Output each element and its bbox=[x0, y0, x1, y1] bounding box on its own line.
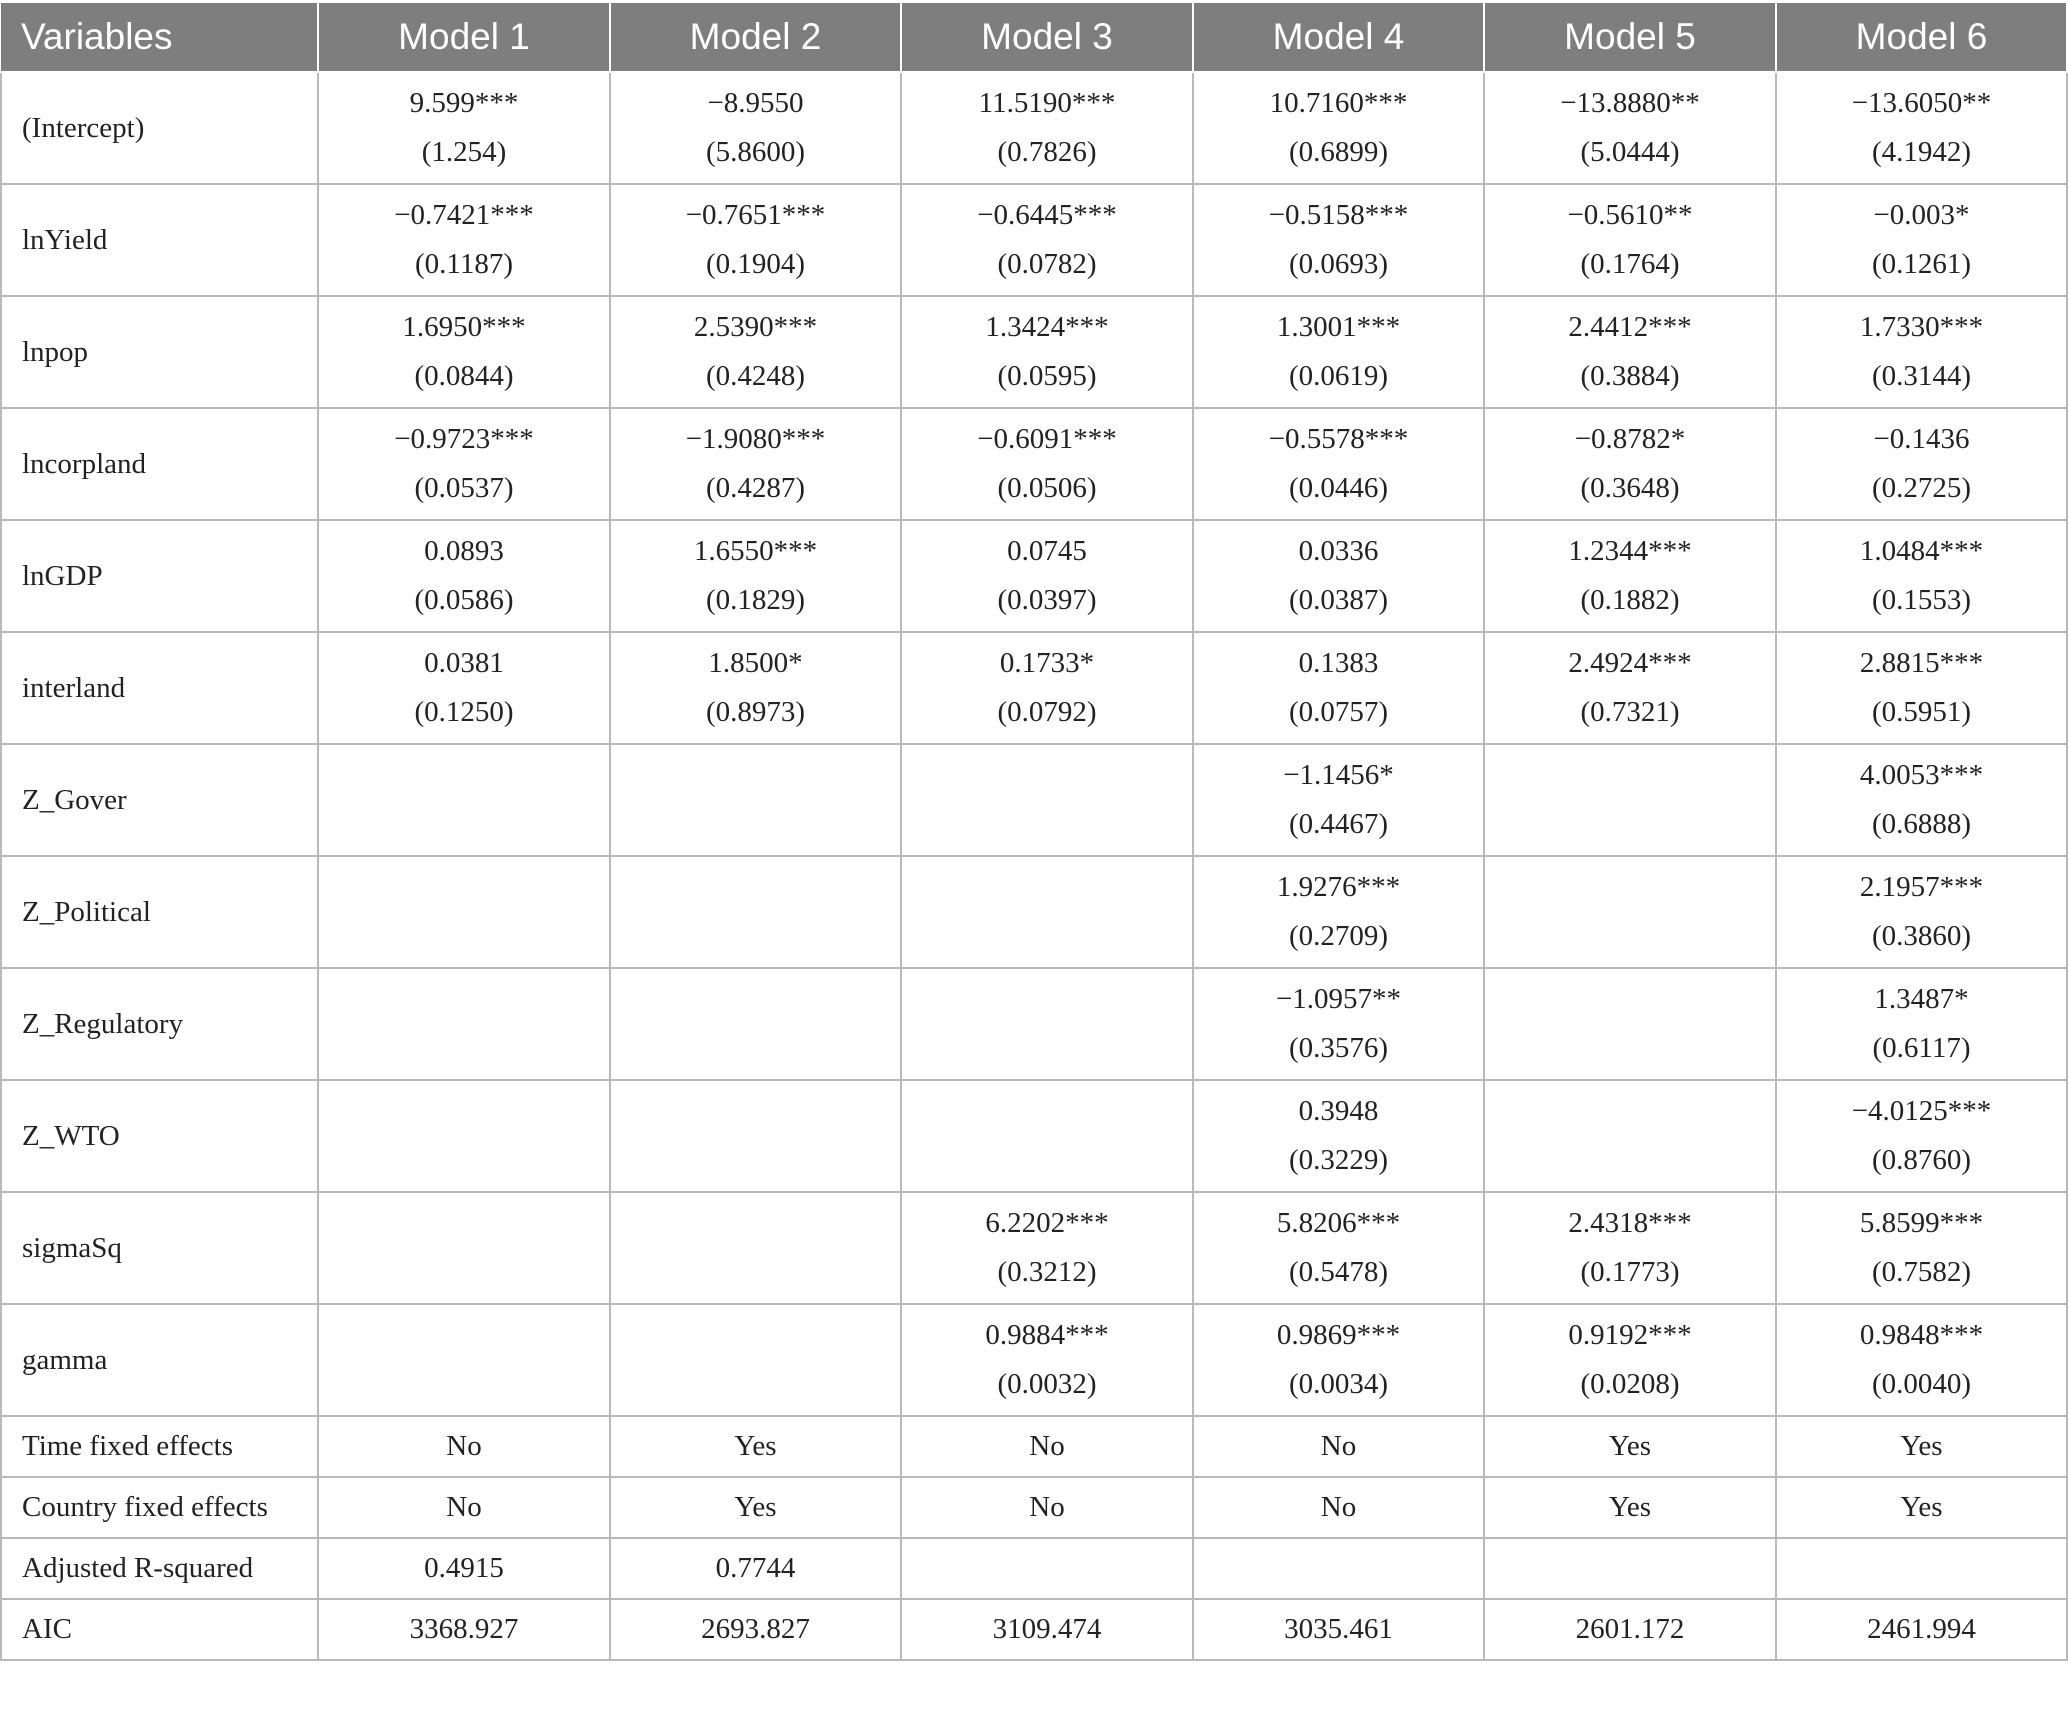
row-label: Z_Regulatory bbox=[1, 968, 318, 1080]
model-1-cell bbox=[318, 408, 610, 520]
model-2-cell bbox=[610, 408, 901, 520]
table-row bbox=[1, 1304, 2067, 1416]
standard-error: (0.4467) bbox=[1288, 808, 1389, 840]
row-label: interland bbox=[1, 632, 318, 744]
model-1-cell bbox=[318, 72, 610, 184]
row-label: lnGDP bbox=[1, 520, 318, 632]
coefficient: −4.0125*** bbox=[1851, 1095, 1992, 1127]
standard-error: (0.5478) bbox=[1288, 1256, 1389, 1288]
coefficient: 0.0893 bbox=[424, 535, 504, 567]
coefficient: 0.9884*** bbox=[985, 1319, 1109, 1351]
standard-error: (0.8760) bbox=[1871, 1144, 1972, 1176]
row-label: Country fixed effects bbox=[1, 1477, 318, 1538]
table-row bbox=[1, 184, 2067, 296]
coefficient: −0.5610** bbox=[1567, 199, 1693, 231]
model-1-cell bbox=[318, 296, 610, 408]
model-4-cell bbox=[1193, 632, 1484, 744]
table-row bbox=[1, 1416, 2067, 1477]
coefficient: 1.0484*** bbox=[1859, 535, 1984, 567]
coefficient: −0.7421*** bbox=[394, 199, 534, 231]
coefficient: 2.4924*** bbox=[1568, 647, 1692, 679]
coefficient: −1.9080*** bbox=[685, 423, 826, 455]
standard-error: (0.0208) bbox=[1580, 1368, 1680, 1400]
standard-error: (0.0693) bbox=[1288, 248, 1389, 280]
model-6-cell bbox=[1776, 744, 2067, 856]
row-label: Adjusted R-squared bbox=[1, 1538, 318, 1599]
model-3-cell bbox=[901, 1304, 1193, 1416]
model-2-cell bbox=[610, 632, 901, 744]
standard-error: (0.0387) bbox=[1288, 584, 1389, 616]
row-label: Z_Political bbox=[1, 856, 318, 968]
model-4-cell: No bbox=[1193, 1416, 1484, 1477]
coefficient: −0.9723*** bbox=[394, 423, 534, 455]
coefficient: −0.6091*** bbox=[977, 423, 1117, 455]
coefficient: 1.7330*** bbox=[1859, 311, 1984, 343]
coefficient: 1.3487* bbox=[1874, 983, 1969, 1015]
model-4-cell bbox=[1193, 744, 1484, 856]
header-model-1: Model 1 bbox=[318, 3, 610, 72]
coefficient: −0.5158*** bbox=[1268, 199, 1409, 231]
coefficient: 1.3424*** bbox=[985, 311, 1109, 343]
coefficient: −8.9550 bbox=[707, 87, 804, 119]
standard-error: (0.0034) bbox=[1288, 1368, 1389, 1400]
table-row bbox=[1, 1080, 2067, 1192]
standard-error: (0.3648) bbox=[1580, 472, 1680, 504]
model-6-cell bbox=[1776, 184, 2067, 296]
model-2-cell: Yes bbox=[610, 1477, 901, 1538]
model-5-cell bbox=[1484, 1080, 1776, 1192]
header-model-6: Model 6 bbox=[1776, 3, 2067, 72]
header-variables: Variables bbox=[1, 3, 318, 72]
table-row bbox=[1, 408, 2067, 520]
standard-error: (0.6899) bbox=[1288, 136, 1389, 168]
standard-error: (0.3884) bbox=[1580, 360, 1680, 392]
model-1-cell bbox=[318, 184, 610, 296]
coefficient: 1.6550*** bbox=[693, 535, 818, 567]
row-label: AIC bbox=[1, 1599, 318, 1660]
coefficient: 0.1733* bbox=[999, 647, 1095, 679]
standard-error: (0.0537) bbox=[414, 472, 514, 504]
row-label: lncorpland bbox=[1, 408, 318, 520]
model-3-cell bbox=[901, 296, 1193, 408]
model-1-cell: No bbox=[318, 1416, 610, 1477]
model-2-cell: Yes bbox=[610, 1416, 901, 1477]
model-3-cell bbox=[901, 968, 1193, 1080]
table-row bbox=[1, 1477, 2067, 1538]
model-2-cell bbox=[610, 1304, 901, 1416]
standard-error: (0.0446) bbox=[1288, 472, 1389, 504]
model-4-cell bbox=[1193, 408, 1484, 520]
row-label: gamma bbox=[1, 1304, 318, 1416]
standard-error: (0.1829) bbox=[705, 584, 806, 616]
model-5-cell bbox=[1484, 1538, 1776, 1599]
standard-error: (0.0782) bbox=[997, 248, 1097, 280]
standard-error: (0.1904) bbox=[705, 248, 806, 280]
standard-error: (0.0792) bbox=[997, 696, 1097, 728]
coefficient: −0.5578*** bbox=[1268, 423, 1409, 455]
coefficient: −0.8782* bbox=[1574, 423, 1686, 455]
coefficient: 10.7160*** bbox=[1269, 87, 1408, 119]
coefficient: 2.1957*** bbox=[1859, 871, 1984, 903]
coefficient: 1.8500* bbox=[708, 647, 803, 679]
model-6-cell bbox=[1776, 72, 2067, 184]
standard-error: (0.1250) bbox=[414, 696, 514, 728]
standard-error: (5.8600) bbox=[705, 136, 806, 168]
coefficient: 2.4412*** bbox=[1568, 311, 1692, 343]
model-1-cell bbox=[318, 1192, 610, 1304]
model-6-cell bbox=[1776, 632, 2067, 744]
header-row bbox=[1, 3, 2067, 72]
model-4-cell bbox=[1193, 856, 1484, 968]
model-2-cell bbox=[610, 296, 901, 408]
model-4-cell: No bbox=[1193, 1477, 1484, 1538]
table-row bbox=[1, 1599, 2067, 1660]
model-4-cell bbox=[1193, 72, 1484, 184]
model-5-cell: 2601.172 bbox=[1484, 1599, 1776, 1660]
table-row bbox=[1, 632, 2067, 744]
standard-error: (0.1764) bbox=[1580, 248, 1680, 280]
coefficient: −1.0957** bbox=[1275, 983, 1402, 1015]
coefficient: −0.6445*** bbox=[977, 199, 1117, 231]
coefficient: −13.8880** bbox=[1560, 87, 1700, 119]
model-3-cell bbox=[901, 1192, 1193, 1304]
model-5-cell: Yes bbox=[1484, 1477, 1776, 1538]
standard-error: (0.0032) bbox=[997, 1368, 1097, 1400]
coefficient: 0.9848*** bbox=[1859, 1319, 1984, 1351]
model-5-cell bbox=[1484, 968, 1776, 1080]
table-row bbox=[1, 1192, 2067, 1304]
model-2-cell bbox=[610, 1080, 901, 1192]
regression-results-table bbox=[0, 3, 2068, 1661]
standard-error: (0.8973) bbox=[705, 696, 806, 728]
standard-error: (0.7321) bbox=[1580, 696, 1680, 728]
table-row bbox=[1, 72, 2067, 184]
coefficient: 0.0381 bbox=[424, 647, 504, 679]
standard-error: (0.5951) bbox=[1871, 696, 1972, 728]
coefficient: 0.1383 bbox=[1298, 647, 1379, 679]
model-3-cell bbox=[901, 1538, 1193, 1599]
standard-error: (0.0619) bbox=[1288, 360, 1389, 392]
model-6-cell bbox=[1776, 1304, 2067, 1416]
row-label: Z_WTO bbox=[1, 1080, 318, 1192]
standard-error: (4.1942) bbox=[1871, 136, 1972, 168]
standard-error: (0.7582) bbox=[1871, 1256, 1972, 1288]
model-3-cell bbox=[901, 184, 1193, 296]
coefficient: 0.3948 bbox=[1298, 1095, 1379, 1127]
standard-error: (0.3576) bbox=[1288, 1032, 1389, 1064]
coefficient: 9.599*** bbox=[409, 87, 519, 119]
model-3-cell bbox=[901, 856, 1193, 968]
standard-error: (0.3860) bbox=[1871, 920, 1972, 952]
coefficient: 2.5390*** bbox=[693, 311, 818, 343]
model-1-cell bbox=[318, 1080, 610, 1192]
model-5-cell bbox=[1484, 520, 1776, 632]
model-1-cell bbox=[318, 1304, 610, 1416]
standard-error: (0.4287) bbox=[705, 472, 806, 504]
table-row bbox=[1, 744, 2067, 856]
coefficient: 0.9869*** bbox=[1276, 1319, 1401, 1351]
model-3-cell: No bbox=[901, 1416, 1193, 1477]
model-4-cell bbox=[1193, 1304, 1484, 1416]
model-6-cell bbox=[1776, 1080, 2067, 1192]
coefficient: 1.3001*** bbox=[1276, 311, 1401, 343]
standard-error: (5.0444) bbox=[1580, 136, 1680, 168]
coefficient: −13.6050** bbox=[1851, 87, 1992, 119]
model-1-cell bbox=[318, 856, 610, 968]
model-4-cell bbox=[1193, 184, 1484, 296]
standard-error: (0.0040) bbox=[1871, 1368, 1972, 1400]
model-4-cell bbox=[1193, 1080, 1484, 1192]
standard-error: (0.0397) bbox=[997, 584, 1097, 616]
standard-error: (0.1261) bbox=[1871, 248, 1972, 280]
model-6-cell bbox=[1776, 1538, 2067, 1599]
coefficient: 1.9276*** bbox=[1276, 871, 1401, 903]
header-model-2: Model 2 bbox=[610, 3, 901, 72]
model-3-cell bbox=[901, 1080, 1193, 1192]
standard-error: (1.254) bbox=[421, 136, 507, 168]
standard-error: (0.0586) bbox=[414, 584, 514, 616]
model-5-cell: Yes bbox=[1484, 1416, 1776, 1477]
model-6-cell bbox=[1776, 408, 2067, 520]
coefficient: 0.0745 bbox=[1007, 535, 1087, 567]
model-1-cell bbox=[318, 520, 610, 632]
model-3-cell: No bbox=[901, 1477, 1193, 1538]
row-label: (Intercept) bbox=[1, 72, 318, 184]
model-5-cell bbox=[1484, 72, 1776, 184]
model-2-cell bbox=[610, 520, 901, 632]
model-4-cell: 3035.461 bbox=[1193, 1599, 1484, 1660]
coefficient: 5.8206*** bbox=[1276, 1207, 1401, 1239]
row-label: lnpop bbox=[1, 296, 318, 408]
model-2-cell bbox=[610, 184, 901, 296]
model-4-cell bbox=[1193, 1192, 1484, 1304]
coefficient: −1.1456* bbox=[1283, 759, 1394, 791]
coefficient: 1.2344*** bbox=[1568, 535, 1692, 567]
model-6-cell bbox=[1776, 520, 2067, 632]
standard-error: (0.3229) bbox=[1288, 1144, 1389, 1176]
standard-error: (0.0844) bbox=[414, 360, 514, 392]
header-model-4: Model 4 bbox=[1193, 3, 1484, 72]
model-6-cell bbox=[1776, 1192, 2067, 1304]
row-label: lnYield bbox=[1, 184, 318, 296]
model-4-cell bbox=[1193, 520, 1484, 632]
model-4-cell bbox=[1193, 968, 1484, 1080]
coefficient: −0.1436 bbox=[1873, 423, 1970, 455]
table-row bbox=[1, 968, 2067, 1080]
model-3-cell bbox=[901, 744, 1193, 856]
standard-error: (0.2709) bbox=[1288, 920, 1389, 952]
coefficient: 6.2202*** bbox=[985, 1207, 1109, 1239]
table-row bbox=[1, 520, 2067, 632]
model-5-cell bbox=[1484, 744, 1776, 856]
standard-error: (0.1187) bbox=[415, 248, 513, 280]
table-row bbox=[1, 1538, 2067, 1599]
header-model-5: Model 5 bbox=[1484, 3, 1776, 72]
model-4-cell bbox=[1193, 296, 1484, 408]
model-4-cell bbox=[1193, 1538, 1484, 1599]
model-6-cell bbox=[1776, 856, 2067, 968]
model-1-cell bbox=[318, 968, 610, 1080]
standard-error: (0.1882) bbox=[1580, 584, 1680, 616]
standard-error: (0.3212) bbox=[997, 1256, 1097, 1288]
coefficient: 2.8815*** bbox=[1859, 647, 1984, 679]
model-2-cell bbox=[610, 1192, 901, 1304]
coefficient: 11.5190*** bbox=[978, 87, 1116, 119]
header-model-3: Model 3 bbox=[901, 3, 1193, 72]
model-5-cell bbox=[1484, 184, 1776, 296]
model-3-cell bbox=[901, 72, 1193, 184]
model-3-cell bbox=[901, 408, 1193, 520]
model-3-cell bbox=[901, 520, 1193, 632]
model-6-cell: Yes bbox=[1776, 1416, 2067, 1477]
standard-error: (0.6117) bbox=[1872, 1032, 1971, 1064]
model-5-cell bbox=[1484, 296, 1776, 408]
model-2-cell bbox=[610, 72, 901, 184]
row-label: sigmaSq bbox=[1, 1192, 318, 1304]
standard-error: (0.6888) bbox=[1871, 808, 1972, 840]
coefficient: −0.7651*** bbox=[685, 199, 826, 231]
model-6-cell: Yes bbox=[1776, 1477, 2067, 1538]
table-row bbox=[1, 296, 2067, 408]
coefficient: 1.6950*** bbox=[402, 311, 526, 343]
standard-error: (0.2725) bbox=[1871, 472, 1972, 504]
model-3-cell bbox=[901, 632, 1193, 744]
standard-error: (0.0506) bbox=[997, 472, 1097, 504]
model-1-cell bbox=[318, 632, 610, 744]
standard-error: (0.4248) bbox=[705, 360, 806, 392]
model-6-cell bbox=[1776, 296, 2067, 408]
standard-error: (0.0757) bbox=[1288, 696, 1389, 728]
standard-error: (0.7826) bbox=[997, 136, 1097, 168]
model-6-cell bbox=[1776, 968, 2067, 1080]
coefficient: 0.0336 bbox=[1298, 535, 1379, 567]
model-1-cell: 0.4915 bbox=[318, 1538, 610, 1599]
coefficient: 2.4318*** bbox=[1568, 1207, 1692, 1239]
coefficient: −0.003* bbox=[1873, 199, 1970, 231]
row-label: Time fixed effects bbox=[1, 1416, 318, 1477]
model-1-cell: 3368.927 bbox=[318, 1599, 610, 1660]
standard-error: (0.3144) bbox=[1871, 360, 1972, 392]
model-2-cell bbox=[610, 968, 901, 1080]
table-row bbox=[1, 856, 2067, 968]
model-5-cell bbox=[1484, 856, 1776, 968]
coefficient: 4.0053*** bbox=[1859, 759, 1984, 791]
model-2-cell: 0.7744 bbox=[610, 1538, 901, 1599]
model-2-cell bbox=[610, 744, 901, 856]
standard-error: (0.0595) bbox=[997, 360, 1097, 392]
model-6-cell: 2461.994 bbox=[1776, 1599, 2067, 1660]
model-5-cell bbox=[1484, 408, 1776, 520]
row-label: Z_Gover bbox=[1, 744, 318, 856]
model-5-cell bbox=[1484, 1304, 1776, 1416]
model-5-cell bbox=[1484, 632, 1776, 744]
standard-error: (0.1773) bbox=[1580, 1256, 1680, 1288]
model-1-cell: No bbox=[318, 1477, 610, 1538]
coefficient: 5.8599*** bbox=[1859, 1207, 1984, 1239]
coefficient: 0.9192*** bbox=[1568, 1319, 1692, 1351]
model-3-cell: 3109.474 bbox=[901, 1599, 1193, 1660]
model-2-cell bbox=[610, 856, 901, 968]
model-5-cell bbox=[1484, 1192, 1776, 1304]
standard-error: (0.1553) bbox=[1871, 584, 1972, 616]
model-2-cell: 2693.827 bbox=[610, 1599, 901, 1660]
model-1-cell bbox=[318, 744, 610, 856]
